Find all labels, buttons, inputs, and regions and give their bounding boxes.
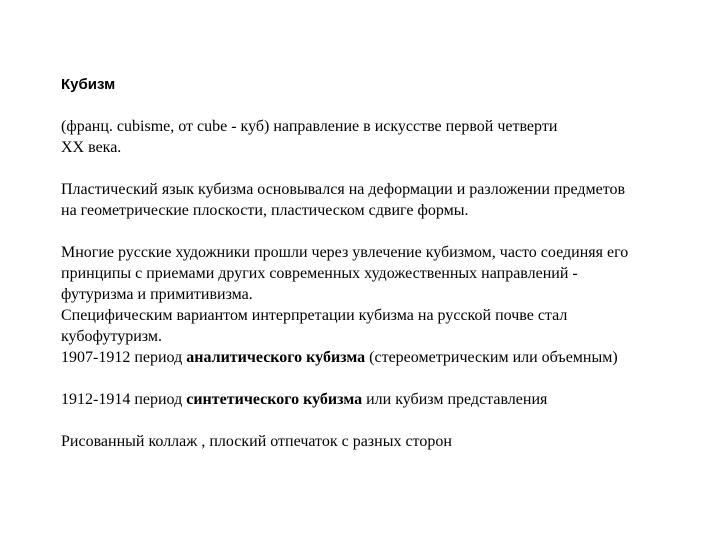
text-line: Специфическим вариантом интерпретации кубизма на русской почве стал — [61, 307, 568, 324]
period-description: (стереометрическим или объемным) — [365, 349, 618, 366]
text-line: Рисованный коллаж , плоский отпечаток с разных сторон — [61, 433, 452, 450]
text-line: на геометрические плоскости, пластическом сдвиге формы. — [61, 202, 469, 219]
text-line — [61, 389, 711, 410]
period-description: или кубизм представления — [362, 391, 548, 408]
text-line — [61, 347, 711, 368]
text-line: Пластический язык кубизма основывался на деформации и разложении предметов — [61, 181, 626, 198]
slide-title: Кубизм — [61, 76, 116, 93]
synthetic-cubism-term: синтетического кубизма — [186, 391, 363, 408]
analytic-cubism-term: аналитического кубизма — [186, 349, 366, 366]
text-line: футуризма и примитивизма. — [61, 286, 253, 303]
paragraph-russian-artists — [61, 242, 711, 305]
text-line: XX века. — [61, 139, 122, 156]
paragraph-analytic-period — [61, 347, 711, 368]
paragraph-synthetic-period — [61, 389, 711, 410]
paragraph-collage — [61, 431, 711, 452]
text-line: кубофутуризм. — [61, 328, 163, 345]
paragraph-plastic-language — [61, 179, 711, 221]
paragraph-definition — [61, 116, 711, 158]
paragraph-cubofuturism — [61, 305, 711, 347]
text-line: Многие русские художники прошли через увлечение кубизмом, часто соединяя его — [61, 244, 629, 261]
text-line: принципы с приемами других современных художественных направлений - — [61, 265, 578, 282]
period-years: 1912-1914 период — [61, 391, 187, 408]
slide-content — [61, 74, 711, 452]
text-line: (франц. cubisme, от cube - куб) направление в искусстве первой четверти — [61, 118, 558, 135]
period-years: 1907-1912 период — [61, 349, 187, 366]
